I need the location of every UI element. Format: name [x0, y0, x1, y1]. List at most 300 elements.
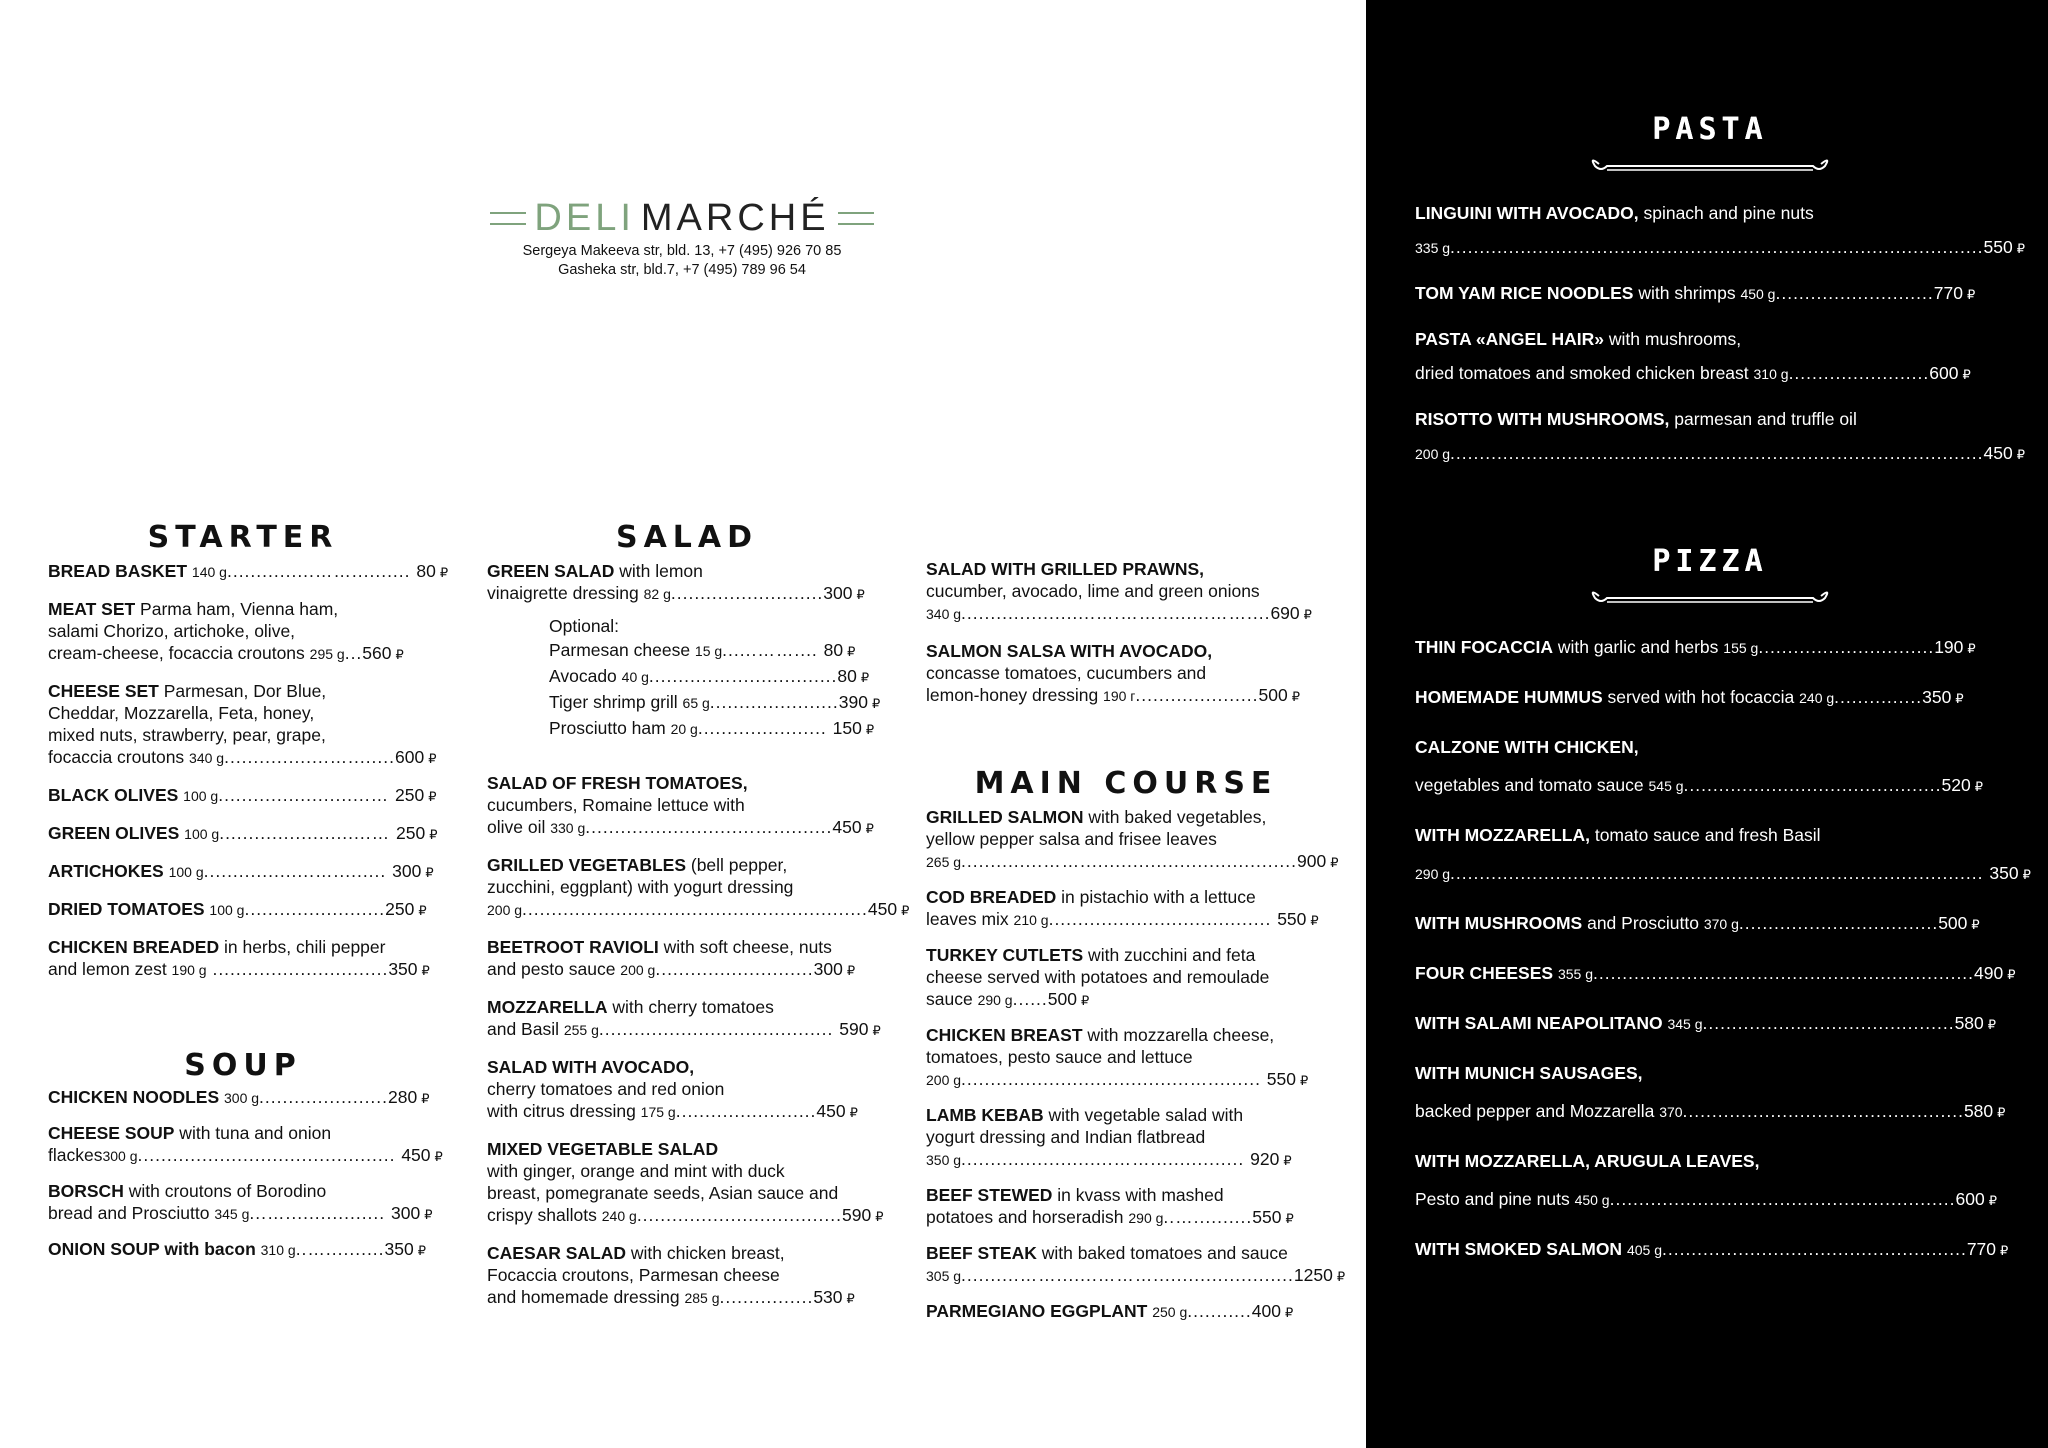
- menu-item-line: [48, 1238, 438, 1262]
- optional-item: [549, 664, 887, 690]
- menu-item: [926, 640, 1326, 708]
- menu-item-name: TURKEY CUTLETS: [926, 945, 1084, 965]
- menu-item-name: BORSCH: [48, 1181, 124, 1201]
- menu-item-line: [926, 988, 1326, 1012]
- ruble-icon: ₽: [1284, 1305, 1294, 1320]
- optional-item-name: Parmesan cheese: [549, 640, 695, 660]
- menu-item-line: [487, 1264, 887, 1286]
- menu-item-weight: 350 g: [926, 1152, 962, 1168]
- menu-item-line: [48, 702, 438, 724]
- menu-item: [1415, 1060, 2005, 1126]
- menu-item-desc: cherry tomatoes and red onion: [487, 1079, 725, 1099]
- optional-item-price: 80: [837, 666, 857, 686]
- ruble-icon: ₽: [1997, 1105, 2006, 1120]
- menu-item-line: [48, 860, 438, 884]
- ruble-icon: ₽: [1310, 913, 1319, 928]
- ruble-icon: ₽: [2000, 1243, 2009, 1258]
- menu-item-line: [487, 1242, 887, 1264]
- menu-item-leader: ...........................................: [1702, 1013, 1955, 1033]
- menu-item-leader: .......................................….........: [961, 1069, 1267, 1089]
- menu-item-weight: 200 g: [1415, 446, 1451, 462]
- ruble-icon: ₽: [428, 789, 437, 804]
- menu-item-line: [926, 806, 1326, 828]
- menu-item-name: THIN FOCACCIA: [1415, 637, 1554, 657]
- menu-item-desc: with baked tomatoes and sauce: [1036, 1243, 1288, 1263]
- salad-list-2: [487, 772, 910, 1310]
- ruble-icon: ₽: [1967, 641, 1976, 656]
- menu-item-desc: bread and Prosciutto: [48, 1203, 215, 1223]
- menu-item-line: [487, 854, 887, 876]
- menu-item-name: PARMEGIANO EGGPLANT: [926, 1301, 1148, 1321]
- menu-item-desc: with zucchini and feta: [1083, 945, 1256, 965]
- menu-item-line: [48, 898, 438, 922]
- menu-item-line: [48, 822, 438, 846]
- menu-item-name: GRILLED VEGETABLES: [487, 855, 686, 875]
- menu-item-desc: flackes: [48, 1145, 103, 1165]
- menu-item-weight: 285 g: [684, 1290, 720, 1306]
- logo-marche: MARCHÉ: [640, 197, 830, 239]
- menu-item-price: 250: [395, 785, 425, 805]
- menu-item-weight: 345 g: [214, 1206, 250, 1222]
- column-salad: [487, 520, 910, 1324]
- menu-item-desc: tomato sauce and fresh Basil: [1589, 825, 1821, 845]
- menu-item-line: [48, 598, 438, 620]
- optional-item-weight: 15 g: [694, 643, 723, 659]
- menu-item-line: [926, 944, 1326, 966]
- menu-item-line: [487, 1204, 887, 1228]
- ruble-icon: ₽: [2016, 447, 2025, 462]
- menu-item-line: [1415, 280, 2005, 308]
- menu-item-name: WITH MUSHROOMS: [1415, 913, 1583, 933]
- menu-item-name: WITH MUNICH SAUSAGES,: [1415, 1063, 1643, 1083]
- menu-item-name: GRILLED SALMON: [926, 807, 1084, 827]
- menu-item-weight: 210 g: [1013, 912, 1049, 928]
- menu-item-line: [48, 1122, 438, 1144]
- menu-item-line: [926, 908, 1326, 932]
- menu-item-price: 530: [813, 1287, 843, 1307]
- menu-item-line: [48, 680, 438, 702]
- menu-item-name: CHEESE SOUP: [48, 1123, 175, 1143]
- menu-item-line: [926, 1264, 1346, 1288]
- menu-item: [48, 936, 438, 982]
- menu-item-line: [926, 1126, 1326, 1148]
- menu-item-desc: breast, pomegranate seeds, Asian sauce and: [487, 1183, 839, 1203]
- menu-item-price: 550: [1252, 1207, 1282, 1227]
- menu-item: [926, 1300, 1326, 1324]
- menu-item-weight: 310 g: [1753, 366, 1789, 382]
- menu-item-leader: .................................................................: [1593, 963, 1975, 983]
- menu-item-leader: ..........................…: [219, 823, 396, 843]
- menu-item-line: [1415, 1098, 2005, 1126]
- menu-item-desc: crispy shallots: [487, 1205, 602, 1225]
- menu-item-line: [926, 1068, 1326, 1092]
- menu-item-leader: ...........................................................................................: [1450, 237, 1984, 257]
- menu-item-price: 550: [1983, 237, 2013, 257]
- menu-item-name: FOUR CHEESES: [1415, 963, 1554, 983]
- ruble-icon: ₽: [856, 587, 865, 602]
- menu-item-desc: with citrus dressing: [487, 1101, 641, 1121]
- menu-item-desc: salami Chorizo, artichoke, olive,: [48, 621, 296, 641]
- ruble-icon: ₽: [901, 903, 910, 918]
- menu-item-line: [926, 1184, 1326, 1206]
- menu-item-price: 490: [1974, 963, 2004, 983]
- ruble-icon: ₽: [1081, 993, 1090, 1008]
- menu-item-line: [926, 1024, 1326, 1046]
- menu-item-name: MIXED VEGETABLE SALAD: [487, 1139, 719, 1159]
- menu-item-line: [1415, 734, 2005, 760]
- menu-item-weight: 345 g: [1667, 1016, 1703, 1032]
- menu-item: [487, 1242, 887, 1310]
- menu-item-line: [48, 1180, 438, 1202]
- menu-item-name: CHICKEN BREADED: [48, 937, 220, 957]
- menu-item-desc: cucumbers, Romaine lettuce with: [487, 795, 745, 815]
- menu-item-weight: 265 g: [926, 854, 962, 870]
- menu-item-desc: and lemon zest: [48, 959, 172, 979]
- menu-item-line: [1415, 860, 2031, 888]
- ruble-icon: ₽: [871, 696, 881, 711]
- menu-item: [1415, 634, 2005, 662]
- menu-item-line: [1415, 200, 2005, 226]
- menu-item-leader: ................................................: [1682, 1101, 1964, 1121]
- pasta-title: PASTA: [1652, 112, 1768, 147]
- menu-item-weight: 155 g: [1723, 640, 1759, 656]
- menu-item-leader: ...........................................................................................: [1450, 863, 1990, 883]
- ruble-icon: ₽: [1291, 689, 1300, 704]
- menu-item-desc: with chicken breast,: [626, 1243, 785, 1263]
- menu-item-price: 350: [1922, 687, 1952, 707]
- menu-item-leader: ...........................: [655, 959, 814, 979]
- optional-item-weight: 65 g: [682, 695, 710, 711]
- pasta-divider-ornament: [1585, 154, 1835, 176]
- menu-item-leader: ............................................: [137, 1145, 402, 1165]
- menu-item-weight: 310 g: [260, 1242, 296, 1258]
- menu-item-price: 900: [1297, 851, 1327, 871]
- menu-item-line: [48, 784, 438, 808]
- menu-item-desc: vinaigrette dressing: [487, 583, 644, 603]
- menu-item: [487, 560, 887, 606]
- menu-item-line: [487, 898, 910, 922]
- menu-item: [1415, 822, 2031, 888]
- menu-item: [487, 996, 887, 1042]
- menu-item-desc: Pesto and pine nuts: [1415, 1189, 1575, 1209]
- menu-item-price: 80: [416, 561, 436, 581]
- ruble-icon: ₽: [429, 827, 438, 842]
- menu-item: [1415, 406, 2025, 468]
- menu-item-desc: with tuna and onion: [174, 1123, 332, 1143]
- menu-item-name: ARTICHOKES: [48, 861, 164, 881]
- menu-item-name: WITH MOZZARELLA, ARUGULA LEAVES,: [1415, 1151, 1760, 1171]
- menu-item-name: CHICKEN NOODLES: [48, 1087, 220, 1107]
- menu-item-price: 450: [832, 817, 862, 837]
- menu-item-name: BEEF STEWED: [926, 1185, 1053, 1205]
- menu-item-desc: yogurt dressing and Indian flatbread: [926, 1127, 1206, 1147]
- menu-item: [48, 680, 438, 770]
- menu-item-weight: 330 g: [550, 820, 586, 836]
- optional-item-leader: ......................: [709, 692, 839, 712]
- menu-item: [48, 1086, 438, 1110]
- ruble-icon: ₽: [421, 1091, 430, 1106]
- menu-item-line: [48, 746, 438, 770]
- menu-item-name: RISOTTO WITH MUSHROOMS,: [1415, 409, 1670, 429]
- menu-item-name: LAMB KEBAB: [926, 1105, 1044, 1125]
- menu-item: [1415, 960, 2016, 988]
- menu-item-desc: sauce: [926, 989, 978, 1009]
- logo: [482, 194, 882, 242]
- menu-item-weight: 305 g: [926, 1268, 962, 1284]
- ruble-icon: ₽: [439, 565, 449, 580]
- menu-item-name: MEAT SET: [48, 599, 136, 619]
- ruble-icon: ₽: [418, 903, 427, 918]
- menu-item-weight: 82 g: [643, 586, 671, 602]
- menu-item: [926, 558, 1326, 626]
- menu-item-line: [1415, 1186, 2005, 1214]
- menu-item-line: [926, 602, 1326, 626]
- menu-item-leader: ............................................: [1683, 775, 1942, 795]
- salad-title: SALAD: [615, 520, 759, 555]
- ruble-icon: ₽: [421, 963, 430, 978]
- menu-item-leader: ...........................................................: [1609, 1189, 1956, 1209]
- ruble-icon: ₽: [846, 1291, 855, 1306]
- menu-item: [926, 1242, 1346, 1288]
- menu-item-name: CALZONE WITH CHICKEN,: [1415, 737, 1639, 757]
- menu-item-line: [487, 958, 887, 982]
- menu-item: [48, 560, 449, 584]
- ruble-icon: ₽: [860, 670, 870, 685]
- menu-item-line: [487, 794, 887, 816]
- menu-item-desc: with vegetable salad with: [1043, 1105, 1244, 1125]
- menu-item-price: 550: [1266, 1069, 1296, 1089]
- menu-item-weight: 450 g: [1740, 286, 1776, 302]
- menu-item-desc: Cheddar, Mozzarella, Feta, honey,: [48, 703, 315, 723]
- menu-item-leader: ..............................: [1758, 637, 1935, 657]
- menu-item-line: [926, 684, 1326, 708]
- menu-item-desc: with baked vegetables,: [1083, 807, 1267, 827]
- menu-item-line: [1415, 1148, 2005, 1174]
- menu-item-leader: ......: [1012, 989, 1048, 1009]
- ruble-icon: ₽: [849, 1105, 858, 1120]
- ruble-icon: ₽: [1283, 1153, 1292, 1168]
- menu-item-line: [1415, 1060, 2005, 1086]
- menu-item-line: [487, 1100, 887, 1124]
- menu-item-leader: ..........…….......………........................: [961, 1265, 1294, 1285]
- menu-item-line: [1415, 1010, 2005, 1038]
- menu-item-name: CHICKEN BREAST: [926, 1025, 1083, 1045]
- menu-item-line: [1415, 822, 2005, 848]
- menu-item-desc: (bell pepper,: [686, 855, 788, 875]
- menu-item-price: 600: [1955, 1189, 1985, 1209]
- menu-item: [487, 1138, 887, 1228]
- menu-item-desc: with cherry tomatoes: [607, 997, 774, 1017]
- menu-item-price: 450: [401, 1145, 431, 1165]
- menu-item-line: [1415, 772, 2005, 800]
- menu-item-line: [487, 876, 887, 898]
- menu-item: [1415, 684, 2005, 712]
- main-course-list: [926, 806, 1346, 1324]
- menu-item-weight: 355 g: [1557, 966, 1593, 982]
- menu-item-desc: concasse tomatoes, cucumbers and: [926, 663, 1207, 683]
- menu-item-desc: and Basil: [487, 1019, 564, 1039]
- menu-item-price: 500: [1258, 685, 1288, 705]
- ruble-icon: ₽: [1330, 855, 1339, 870]
- menu-item: [926, 1104, 1326, 1172]
- menu-item: [48, 1180, 438, 1226]
- menu-item-name: TOM YAM RICE NOODLES: [1415, 283, 1634, 303]
- menu-item: [487, 854, 910, 922]
- menu-item: [926, 1184, 1326, 1230]
- menu-item-name: CAESAR SALAD: [487, 1243, 627, 1263]
- menu-item-line: [926, 966, 1326, 988]
- ruble-icon: ₽: [428, 751, 437, 766]
- optional-item: [549, 638, 887, 664]
- menu-item-line: [1415, 234, 2025, 262]
- ruble-icon: ₽: [2016, 241, 2025, 256]
- menu-item-leader: .............................…..........: [585, 817, 833, 837]
- menu-item-price: 560: [362, 643, 392, 663]
- menu-item-weight: 190 г: [1103, 688, 1136, 704]
- menu-item-name: LINGUINI WITH AVOCADO,: [1415, 203, 1639, 223]
- menu-item-price: 920: [1250, 1149, 1280, 1169]
- menu-item-desc: parmesan and truffle oil: [1669, 409, 1857, 429]
- menu-item-leader: ...............: [1834, 687, 1923, 707]
- menu-item-weight: 545 g: [1648, 778, 1684, 794]
- menu-item-price: 350: [1989, 863, 2019, 883]
- logo-dash-right: [838, 212, 874, 225]
- menu-item-desc: backed pepper and Mozzarella: [1415, 1101, 1660, 1121]
- menu-item-weight: 335 g: [1415, 240, 1451, 256]
- address-line-2: Gasheka str, bld.7, +7 (495) 789 96 54: [558, 262, 806, 278]
- logo-deli: DELI: [534, 197, 635, 239]
- menu-item-name: ONION SOUP with bacon: [48, 1239, 256, 1259]
- menu-item-price: 300: [392, 861, 422, 881]
- menu-item-desc: focaccia croutons: [48, 747, 190, 767]
- menu-item-desc: and Prosciutto: [1582, 913, 1704, 933]
- menu-item-line: [48, 724, 438, 746]
- menu-item-name: SALMON SALSA WITH AVOCADO,: [926, 641, 1213, 661]
- menu-item-desc: leaves mix: [926, 909, 1014, 929]
- menu-item-desc: in pistachio with a lettuce: [1056, 887, 1256, 907]
- menu-item-line: [926, 580, 1326, 602]
- menu-item-line: [1415, 910, 2005, 938]
- menu-item-weight: 405 g: [1626, 1242, 1662, 1258]
- menu-item-line: [1415, 684, 2005, 712]
- ruble-icon: ₽: [1962, 367, 1971, 382]
- menu-item-name: PASTA «ANGEL HAIR»: [1415, 329, 1604, 349]
- ruble-icon: ₽: [425, 865, 434, 880]
- menu-item-price: 770: [1966, 1239, 1997, 1259]
- menu-item-line: [48, 620, 438, 642]
- menu-item-price: 600: [1929, 363, 1959, 383]
- col3-salad-list: [926, 558, 1326, 708]
- optional-item: [549, 716, 887, 742]
- ruble-icon: ₽: [1988, 1193, 1997, 1208]
- main-course-title: MAIN COURSE: [974, 766, 1278, 801]
- menu-item-line: [926, 1046, 1326, 1068]
- ruble-icon: ₽: [417, 1243, 427, 1258]
- menu-item-desc: with shrimps: [1633, 283, 1741, 303]
- pizza-divider-ornament: [1585, 586, 1835, 608]
- menu-item-leader: ......................: [259, 1087, 389, 1107]
- menu-item-price: 770: [1933, 283, 1963, 303]
- menu-item-desc: with mozzarella cheese,: [1082, 1025, 1275, 1045]
- menu-item-line: [1415, 406, 2005, 432]
- menu-item-price: 190: [1934, 637, 1964, 657]
- salad-optional: [487, 614, 887, 742]
- menu-item-weight: 175 g: [640, 1104, 676, 1120]
- menu-item-line: [487, 1078, 887, 1100]
- menu-item: [926, 806, 1339, 874]
- ruble-icon: ₽: [2007, 967, 2016, 982]
- menu-item-name: BREAD BASKET: [48, 561, 188, 581]
- ruble-icon: ₽: [872, 1023, 881, 1038]
- menu-item-price: 350: [388, 959, 418, 979]
- brand-header: [482, 194, 882, 280]
- menu-item-line: [1415, 634, 2005, 662]
- menu-item-leader: ..........................……................: [961, 1149, 1251, 1169]
- menu-item-price: 280: [388, 1087, 418, 1107]
- menu-item-price: 500: [1047, 989, 1077, 1009]
- menu-item-line: [48, 560, 449, 584]
- menu-item-weight: 190 g: [171, 962, 207, 978]
- menu-item-name: CHEESE SET: [48, 681, 159, 701]
- optional-item-name: Prosciutto ham: [549, 718, 671, 738]
- menu-item-price: 300: [813, 959, 843, 979]
- menu-item-line: [487, 936, 887, 958]
- menu-item: [926, 886, 1326, 932]
- menu-item-name: WITH MOZZARELLA,: [1415, 825, 1590, 845]
- menu-item-desc: with lemon: [614, 561, 703, 581]
- ruble-icon: ₽: [847, 644, 856, 659]
- menu-item-price: 300: [823, 583, 853, 603]
- menu-item-line: [487, 996, 887, 1018]
- pizza-list: [1415, 634, 2031, 1264]
- optional-item-price: 150: [832, 718, 862, 738]
- menu-item-price: 400: [1251, 1301, 1281, 1321]
- menu-item-weight: 370 g: [1703, 916, 1739, 932]
- menu-item-leader: ...................................: [636, 1205, 842, 1225]
- menu-item-line: [487, 1160, 887, 1182]
- ruble-icon: ₽: [1974, 779, 1983, 794]
- menu-item-weight: 450 g: [1574, 1192, 1610, 1208]
- menu-item-line: [1415, 326, 2005, 352]
- menu-item-weight: 100 g: [209, 902, 245, 918]
- menu-item-name: MOZZARELLA: [487, 997, 608, 1017]
- menu-item-weight: 255 g: [563, 1022, 599, 1038]
- menu-item-weight: 100 g: [184, 826, 220, 842]
- menu-item-desc: with soft cheese, nuts: [658, 937, 832, 957]
- menu-item-price: 250: [385, 899, 415, 919]
- menu-item-desc: with mushrooms,: [1603, 329, 1742, 349]
- menu-item-line: [487, 772, 887, 794]
- menu-item-line: [926, 828, 1326, 850]
- menu-item-weight: 200 g: [926, 1072, 962, 1088]
- menu-item-weight: 290 g: [1415, 866, 1451, 882]
- menu-item-line: [926, 850, 1339, 874]
- menu-item-name: BEEF STEAK: [926, 1243, 1037, 1263]
- menu-item-name: GREEN OLIVES: [48, 823, 180, 843]
- menu-item: [1415, 280, 2005, 308]
- menu-item-line: [926, 886, 1326, 908]
- menu-item: [1415, 326, 2005, 388]
- menu-item-price: 590: [842, 1205, 872, 1225]
- menu-item: [1415, 1148, 2005, 1214]
- menu-item: [48, 898, 438, 922]
- optional-item-name: Avocado: [549, 666, 622, 686]
- logo-dash-left: [490, 212, 526, 225]
- menu-item-line: [487, 1056, 887, 1078]
- optional-label: Optional:: [549, 616, 620, 636]
- optional-item-leader: ......................: [697, 718, 833, 738]
- menu-item-line: [926, 1104, 1326, 1126]
